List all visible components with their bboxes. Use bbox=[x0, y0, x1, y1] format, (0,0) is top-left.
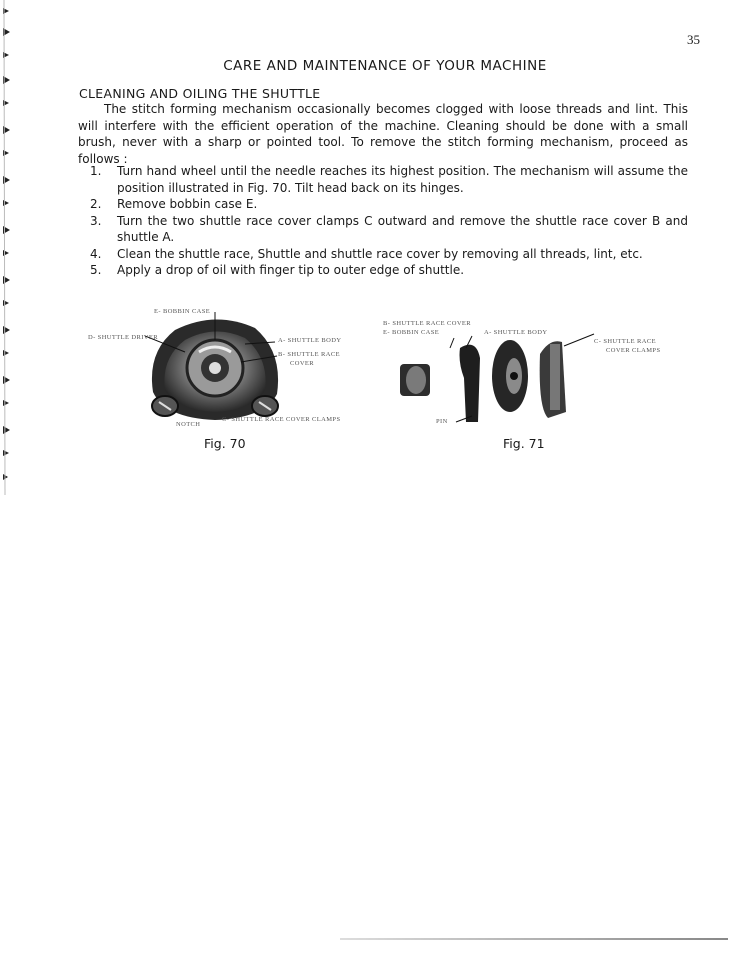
step-item: 1. Turn hand wheel until the needle reaches its highest position. The mechanism will assume the position illustrated in Fig. 70. Tilt head back on its hinges. bbox=[90, 164, 688, 195]
steps-list bbox=[90, 163, 688, 279]
fig71-callout-shuttle-body: A- SHUTTLE BODY bbox=[484, 329, 548, 336]
fig71-callout-clamps-2: COVER CLAMPS bbox=[606, 347, 661, 354]
fig70-callout-bobbin-case: E- BOBBIN CASE bbox=[154, 308, 211, 315]
fig70-callout-shuttle-body: A- SHUTTLE BODY bbox=[278, 337, 342, 344]
fig70-callout-shuttle-driver: D- SHUTTLE DRIVER bbox=[88, 334, 158, 341]
step-item: 5. Apply a drop of oil with finger tip to outer edge of shuttle. bbox=[90, 263, 465, 277]
step-item: 2. Remove bobbin case E. bbox=[90, 197, 258, 211]
fig70-callout-notch: NOTCH bbox=[176, 421, 201, 428]
step-item: 3. Turn the two shuttle race cover clamps C outward and remove the shuttle race cover B and shuttle A. bbox=[90, 213, 688, 244]
binding-edge bbox=[0, 0, 22, 500]
fig70-illustration bbox=[145, 312, 285, 424]
fig70-callout-race-cover-2: COVER bbox=[290, 360, 315, 367]
fig71-label: Fig. 71 bbox=[503, 436, 545, 451]
fig71-callout-clamps: C- SHUTTLE RACE bbox=[594, 338, 656, 345]
fig71-callout-bobbin-case: E- BOBBIN CASE bbox=[383, 329, 440, 336]
fig70-callout-race-cover: B- SHUTTLE RACE bbox=[278, 351, 340, 358]
intro-paragraph: The stitch forming mechanism occasionally becomes clogged with loose threads and lint. This will interfere with the efficient operation of the machine. Cleaning should be done with a small brush, never with a sharp or pointed tool. To remove the stitch forming mechanism, proceed as follows : bbox=[78, 102, 688, 166]
fig70-callout-clamps: C- SHUTTLE RACE COVER CLAMPS bbox=[222, 416, 341, 423]
bottom-rule bbox=[340, 938, 728, 940]
page-number: 35 bbox=[687, 32, 700, 47]
page-title: CARE AND MAINTENANCE OF YOUR MACHINE bbox=[223, 58, 547, 74]
fig71-callout-pin: PIN bbox=[436, 418, 448, 425]
section-heading: CLEANING AND OILING THE SHUTTLE bbox=[79, 86, 321, 101]
fig70-label: Fig. 70 bbox=[204, 436, 246, 451]
step-item: 4. Clean the shuttle race, Shuttle and shuttle race cover by removing all threads, lint, etc. bbox=[90, 246, 643, 261]
fig71-callout-race-cover: B- SHUTTLE RACE COVER bbox=[383, 320, 472, 327]
